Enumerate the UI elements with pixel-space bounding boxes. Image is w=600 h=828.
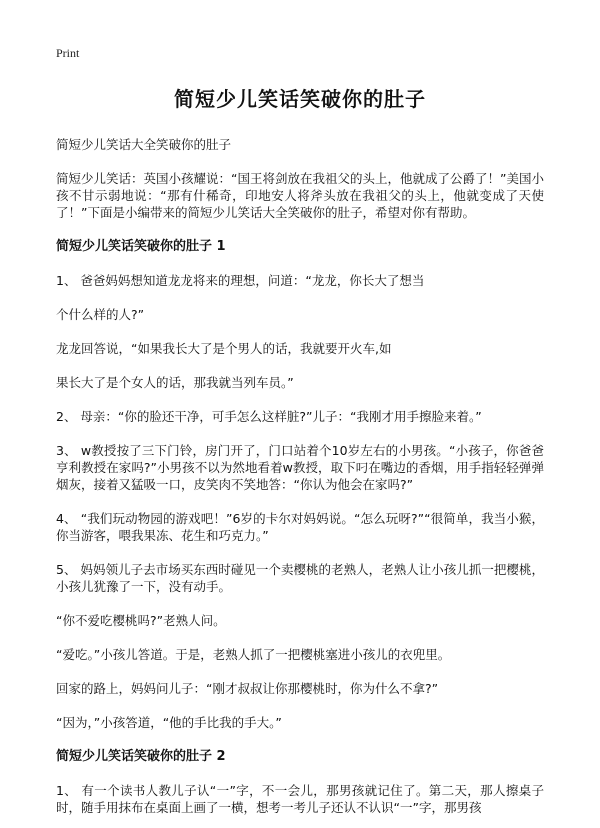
print-link[interactable]: Print [56,46,80,60]
article-subtitle: 简短少儿笑话大全笑破你的肚子 [56,137,232,152]
paragraph: 个什么样的人?” [56,307,145,322]
paragraph: “爱吃。”小孩儿答道。于是，老熟人抓了一把樱桃塞进小孩儿的衣兜里。 [56,647,451,662]
paragraph: 果长大了是个女人的话，那我就当列车员。” [56,375,294,390]
paragraph: “因为，”小孩答道，“他的手比我的手大。” [56,715,282,730]
section-heading-1: 简短少儿笑话笑破你的肚子 1 [56,239,226,254]
intro-paragraph: 简短少儿笑话：英国小孩耀说：“国王将剑放在我祖父的头上，他就成了公爵了！”美国小孩不甘示弱地说：“那有什稀奇，印地安人将斧头放在我祖父的头上，他就变成了天使了！”下面是小编带来的简短少儿笑话大全笑破你的肚子，希望对你有帮助。 [56,171,544,220]
paragraph: “你不爱吃樱桃吗?”老熟人问。 [56,613,226,628]
paragraph: 1、 有一个读书人教儿子认“一”字，不一会儿，那男孩就记住了。第二天，那人擦桌子时，随手用抹布在桌面上画了一横，想考一考儿子还认不认识“一”字，那男孩 [56,783,544,815]
paragraph: 1、 爸爸妈妈想知道龙龙将来的理想，问道：“龙龙，你长大了想当 [56,273,425,288]
section-heading-2: 简短少儿笑话笑破你的肚子 2 [56,749,226,764]
paragraph: 4、 “我们玩动物园的游戏吧！”6岁的卡尔对妈妈说。“怎么玩呀?”“很简单，我当小猴，你当游客，喂我果冻、花生和巧克力。” [56,511,544,543]
paragraph: 5、 妈妈领儿子去市场买东西时碰见一个卖樱桃的老熟人，老熟人让小孩儿抓一把樱桃，小孩儿犹豫了一下，没有动手。 [56,562,544,594]
paragraph: 回家的路上，妈妈问儿子：“刚才叔叔让你那樱桃时，你为什么不拿?” [56,681,439,696]
page-title: 简短少儿笑话笑破你的肚子 [174,87,426,111]
paragraph: 2、 母亲：“你的脸还干净，可手怎么这样脏?”儿子：“我刚才用手擦脸来着。” [56,409,482,424]
paragraph: 3、 w教授按了三下门铃，房门开了，门口站着个10岁左右的小男孩。“小孩子，你爸爸亨利教授在家吗?”小男孩不以为然地看着w教授，取下叼在嘴边的香烟，用手指轻轻弹弹烟灰，接着又猛吸一口，皮笑肉不笑地答：“你认为他会在家吗?” [56,443,544,492]
paragraph: 龙龙回答说，“如果我长大了是个男人的话，我就要开火车,如 [56,341,392,356]
